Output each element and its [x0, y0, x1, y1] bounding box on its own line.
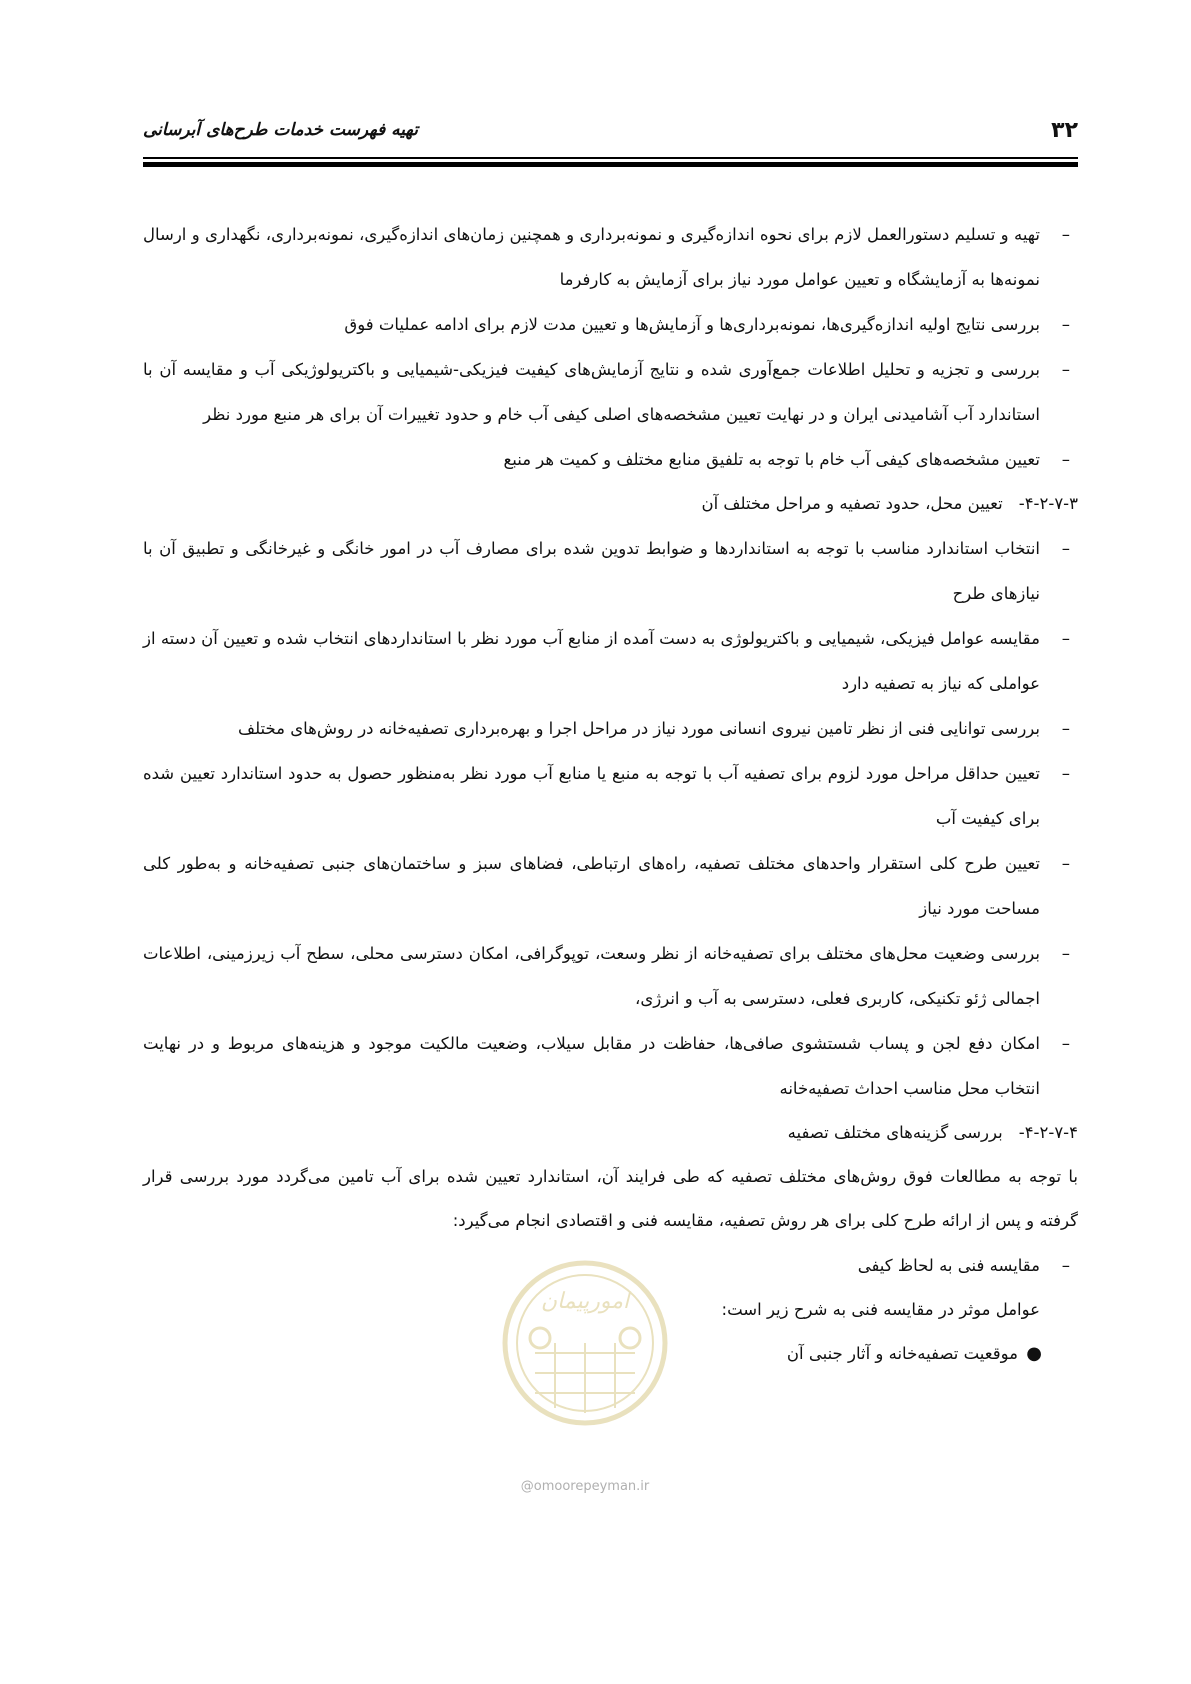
- list-item: [143, 751, 1078, 841]
- list-item: [143, 616, 1078, 706]
- list-item-text: تعیین مشخصه‌های کیفی آب خام با توجه به تلفیق منابع مختلف و کمیت هر منبع: [503, 450, 1040, 469]
- header-title: تهیه فهرست خدمات طرح‌های آبرسانی: [143, 120, 418, 140]
- list-item-text: بررسی نتایج اولیه اندازه‌گیری‌ها، نمونه‌برداری‌ها و آزمایش‌ها و تعیین مدت لازم برای ادامه عملیات فوق: [344, 315, 1040, 334]
- list-item-text: انتخاب استاندارد مناسب با توجه به استانداردها و ضوابط تدوین شده برای مصارف آب در امور خانگی و غیرخانگی و تطبیق آن با نیازهای طرح: [143, 539, 1040, 603]
- dash-bullet: –: [1061, 854, 1070, 873]
- section-number: ۴-۲-۷-۳-: [1018, 494, 1078, 513]
- dash-bullet: –: [1061, 719, 1070, 738]
- list-item: [143, 1021, 1078, 1111]
- page-number: ۳۲: [1051, 118, 1078, 143]
- list-item-text: بررسی توانایی فنی از نظر تامین نیروی انسانی مورد نیاز در مراحل اجرا و بهره‌برداری تصفیه‌خانه در روش‌های مختلف: [237, 719, 1040, 738]
- list-item-text: امکان دفع لجن و پساب شستشوی صافی‌ها، حفاظت در مقابل سیلاب، وضعیت مالکیت موجود و هزینه‌های مربوط و در نهایت انتخاب محل مناسب احداث تصفیه‌خانه: [143, 1034, 1040, 1098]
- header-rule-thin: [143, 157, 1078, 159]
- dash-bullet: –: [1061, 360, 1070, 379]
- list-item-text: تعیین حداقل مراحل مورد لزوم برای تصفیه آب با توجه به منبع یا منابع آب مورد نظر به‌منظور حصول به حدود استاندارد تعیین شده برای کیفیت آب: [143, 764, 1040, 828]
- watermark-url: @omoorepeyman.ir: [520, 1479, 650, 1494]
- list-item: [143, 347, 1078, 437]
- section-heading: [143, 1111, 1078, 1155]
- bullet-item-text: موقعیت تصفیه‌خانه و آثار جنبی آن: [786, 1344, 1018, 1363]
- dash-bullet: –: [1061, 1256, 1070, 1275]
- watermark-logo-text: امورپیمان: [540, 1289, 630, 1314]
- list-item-text: تهیه و تسلیم دستورالعمل لازم برای نحوه اندازه‌گیری و نمونه‌برداری و همچنین زمان‌های اندازه‌گیری، نمونه‌برداری، نگهداری و ارسال نمونه‌ها به آزمایشگاه و تعیین عوامل مورد نیاز برای آزمایش به کارفرما: [143, 225, 1040, 289]
- section-title: تعیین محل، حدود تصفیه و مراحل مختلف آن: [701, 494, 1003, 513]
- list-item-text: بررسی و تجزیه و تحلیل اطلاعات جمع‌آوری شده و نتایج آزمایش‌های کیفیت فیزیکی-شیمیایی و باکتریولوژیکی آب و مقایسه آن با استاندارد آب آشامیدنی ایران و در نهایت تعیین مشخصه‌های اصلی کیفی آب خام و حدود تغییرات آن برای هر منبع مورد نظر: [143, 360, 1040, 424]
- dash-bullet: –: [1061, 1034, 1070, 1053]
- watermark-logo: [500, 1258, 670, 1538]
- dash-bullet: –: [1061, 944, 1070, 963]
- list-item: [143, 302, 1078, 347]
- page-header: [143, 118, 1078, 144]
- page-content: [143, 212, 1078, 1376]
- section-title: بررسی گزینه‌های مختلف تصفیه: [787, 1123, 1003, 1142]
- list-item: [143, 212, 1078, 302]
- list-item-text: مقایسه عوامل فیزیکی، شیمیایی و باکتریولوژی به دست آمده از منابع آب مورد نظر با استانداردهای انتخاب شده و تعیین آن دسته از عواملی که نیاز به تصفیه دارد: [143, 629, 1040, 693]
- dash-bullet: –: [1061, 225, 1070, 244]
- body-paragraph: با توجه به مطالعات فوق روش‌های مختلف تصفیه که طی فرایند آن، استاندارد تعیین شده برای آب تامین می‌گردد مورد بررسی قرار گرفته و پس از ارائه طرح کلی برای هر روش تصفیه، مقایسه فنی و اقتصادی انجام می‌گیرد:: [143, 1167, 1078, 1230]
- header-rule-thick: [143, 162, 1078, 167]
- bullet-dot-icon: ●: [1026, 1343, 1042, 1364]
- list-item-text: بررسی وضعیت محل‌های مختلف برای تصفیه‌خانه از نظر وسعت، توپوگرافی، امکان دسترسی محلی، سطح آب زیرزمینی، اطلاعات اجمالی ژئو تکنیکی، کاربری فعلی، دسترسی به آب و انرژی،: [143, 944, 1040, 1008]
- dash-bullet: –: [1061, 539, 1070, 558]
- section-heading: [143, 482, 1078, 526]
- section-number: ۴-۲-۷-۴-: [1018, 1123, 1078, 1142]
- dash-bullet: –: [1061, 764, 1070, 783]
- list-item: [143, 437, 1078, 482]
- dash-bullet: –: [1061, 629, 1070, 648]
- list-item: [143, 526, 1078, 616]
- dash-bullet: –: [1061, 315, 1070, 334]
- list-item-text: تعیین طرح کلی استقرار واحدهای مختلف تصفیه، راه‌های ارتباطی، فضاهای سبز و ساختمان‌های جنبی تصفیه‌خانه و به‌طور کلی مساحت مورد نیاز: [143, 854, 1040, 918]
- list-item: [143, 706, 1078, 751]
- list-item-text: مقایسه فنی به لحاظ کیفی: [857, 1256, 1040, 1275]
- dash-bullet: –: [1061, 450, 1070, 469]
- list-item: [143, 841, 1078, 931]
- sub-text: عوامل موثر در مقایسه فنی به شرح زیر است:: [721, 1300, 1040, 1319]
- list-item: [143, 931, 1078, 1021]
